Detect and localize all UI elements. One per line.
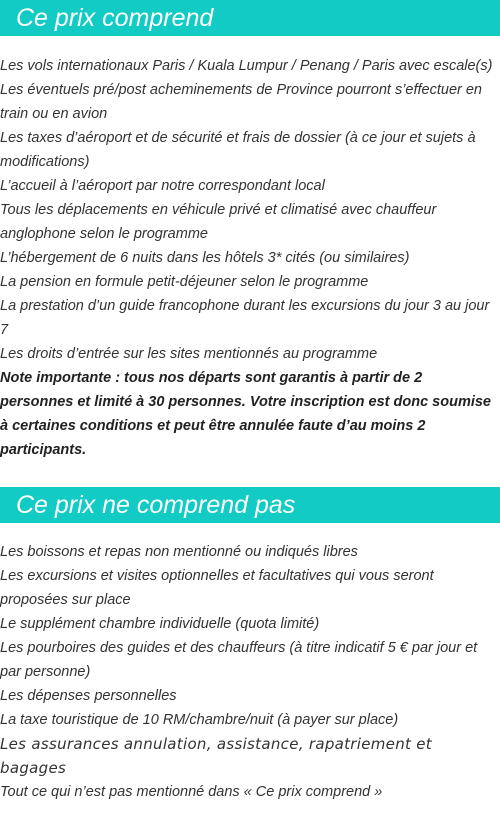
list-item: Les excursions et visites optionnelles et facultatives qui vous seront proposées sur place: [0, 568, 434, 608]
list-item: Les dépenses personnelles: [0, 688, 177, 704]
excluded-list: [0, 540, 496, 804]
list-item: Le supplément chambre individuelle (quota limité): [0, 616, 320, 632]
list-item: Tous les déplacements en véhicule privé et climatisé avec chauffeur anglophone selon le programme: [0, 202, 437, 242]
list-item: La pension en formule petit-déjeuner selon le programme: [0, 274, 369, 290]
included-section-title: Ce prix comprend: [16, 4, 214, 32]
important-note: Note importante : tous nos départs sont garantis à partir de 2 personnes et limité à 30 personnes. Votre inscription est donc soumise à certaines conditions et peut être annulée faute d’au moins 2 participants.: [0, 370, 491, 458]
list-item: Les boissons et repas non mentionné ou indiqués libres: [0, 544, 358, 560]
list-item: Les pourboires des guides et des chauffeurs (à titre indicatif 5 € par jour et par personne): [0, 640, 478, 680]
list-item: Les assurances annulation, assistance, rapatriement et bagages: [0, 735, 432, 777]
list-item: Tout ce qui n’est pas mentionné dans « Ce prix comprend »: [0, 784, 383, 800]
list-item: L’accueil à l’aéroport par notre correspondant local: [0, 178, 325, 194]
excluded-section-header: [0, 487, 500, 523]
list-item: La taxe touristique de 10 RM/chambre/nuit (à payer sur place): [0, 712, 399, 728]
list-item: Les droits d’entrée sur les sites mentionnés au programme: [0, 346, 378, 362]
list-item: Les éventuels pré/post acheminements de Province pourront s’effectuer en train ou en avion: [0, 82, 482, 122]
list-item: Les taxes d’aéroport et de sécurité et frais de dossier (à ce jour et sujets à modifications): [0, 130, 476, 170]
included-list: [0, 54, 496, 366]
excluded-section-title: Ce prix ne comprend pas: [16, 491, 296, 519]
list-item: Les vols internationaux Paris / Kuala Lumpur / Penang / Paris avec escale(s): [0, 58, 493, 74]
included-section-header: [0, 0, 500, 36]
list-item: L’hébergement de 6 nuits dans les hôtels 3* cités (ou similaires): [0, 250, 410, 266]
list-item: La prestation d’un guide francophone durant les excursions du jour 3 au jour 7: [0, 298, 490, 338]
